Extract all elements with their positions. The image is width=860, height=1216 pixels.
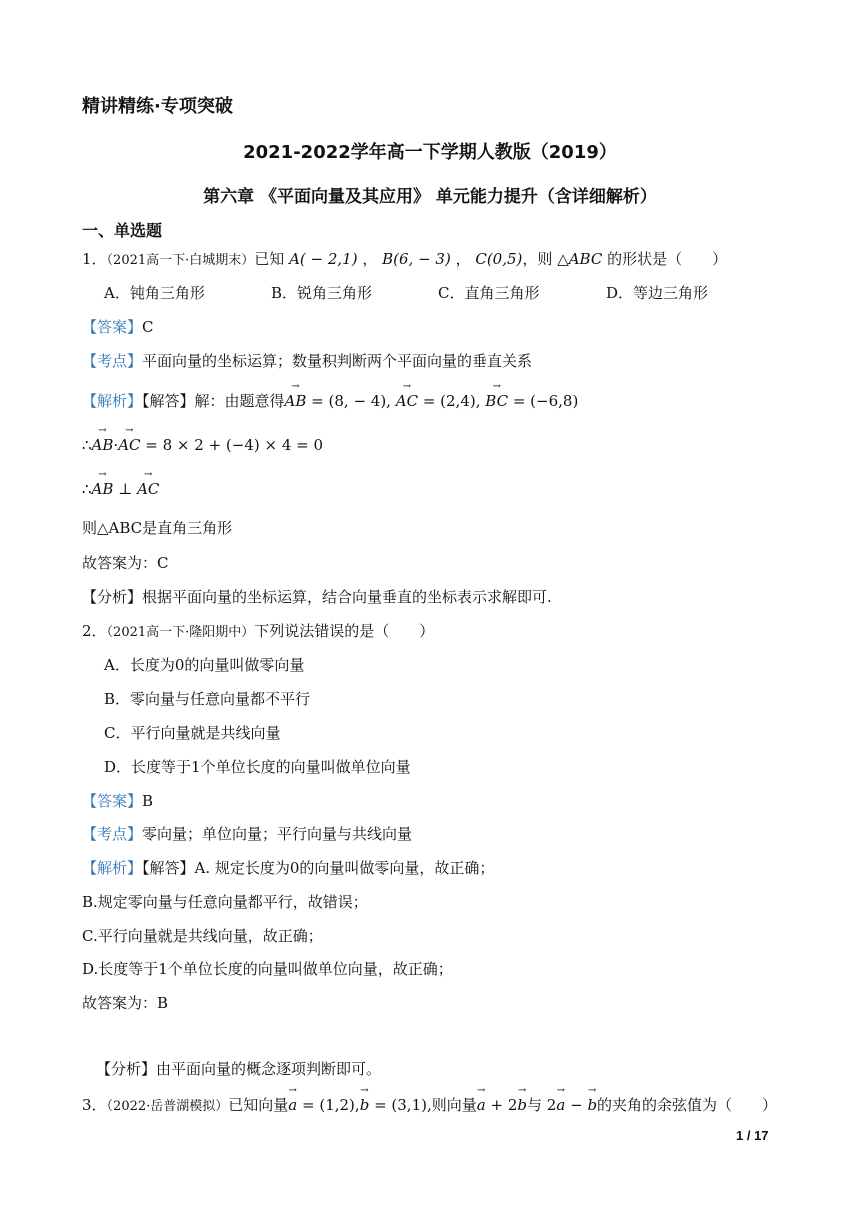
vector-a: → a bbox=[477, 1096, 486, 1114]
vector-a: → a bbox=[288, 1096, 297, 1114]
q2-source: （2021高一下·隆阳期中） bbox=[106, 625, 255, 640]
ab-value: = (8, − 4), bbox=[311, 392, 391, 410]
perp-symbol: ⊥ bbox=[118, 480, 133, 498]
answer-value: C bbox=[142, 318, 154, 336]
q2-option-c: C．平行向量就是共线向量 bbox=[104, 724, 281, 742]
dot-product-expr: = 8 × 2 + (−4) × 4 = 0 bbox=[145, 436, 324, 454]
q2-line-c: C.平行向量就是共线向量，故正确； bbox=[82, 927, 323, 945]
vector-b: → b bbox=[517, 1096, 527, 1114]
q1-number: 1． bbox=[82, 250, 107, 268]
q1-step3 bbox=[82, 480, 159, 498]
q2-final: 故答案为：B bbox=[82, 994, 169, 1012]
vector-b: → b bbox=[360, 1096, 370, 1114]
q1-option-c: C．直角三角形 bbox=[438, 284, 540, 302]
q1-source: （2021高一下·白城期末） bbox=[106, 253, 255, 268]
kaodian-tag: 【考点】 bbox=[82, 352, 143, 370]
q1-final: 故答案为：C bbox=[82, 554, 169, 572]
therefore-symbol: ∴ bbox=[82, 480, 92, 498]
vector-ab: → AB bbox=[285, 392, 307, 410]
q3-stem-lead: 已知向量 bbox=[228, 1096, 289, 1114]
q2-option-d: D．长度等于1个单位长度的向量叫做单位向量 bbox=[104, 758, 411, 776]
q2-stem-text: 下列说法错误的是（ ） bbox=[254, 622, 435, 640]
vector-ac: → AC bbox=[396, 392, 418, 410]
q3-diff-minus: − bbox=[570, 1096, 583, 1114]
q1-stem-lead: 已知 bbox=[254, 250, 285, 268]
jiexi-tag: 【解析】 bbox=[82, 392, 143, 410]
vector-bc: → BC bbox=[485, 392, 508, 410]
q3-a-value: = (1,2), bbox=[302, 1096, 360, 1114]
q2-answer bbox=[82, 790, 153, 811]
q1-conclusion: 则△ABC是直角三角形 bbox=[82, 519, 233, 537]
q1-point-a: A( − 2,1) bbox=[289, 250, 358, 268]
ac-value: = (2,4), bbox=[422, 392, 481, 410]
series-title: 精讲精练·专项突破 bbox=[82, 96, 233, 117]
therefore-symbol: ∴ bbox=[82, 436, 92, 454]
q2-line-d: D.长度等于1个单位长度的向量叫做单位向量，故正确； bbox=[82, 960, 453, 978]
vector-ab: → AB bbox=[92, 480, 114, 498]
q1-jiexi bbox=[82, 390, 578, 411]
q1-option-a: A．钝角三角形 bbox=[104, 284, 205, 302]
q1-stem: 1．（2021高一下·白城期末）已知 A( − 2,1) ， B(6, − 3) ， C(0,5)，则 △ABC 的形状是（ ） bbox=[82, 250, 728, 268]
q3-source: （2022·岳普湖模拟） bbox=[106, 1099, 229, 1114]
q2-analysis: 【分析】由平面向量的概念逐项判断即可。 bbox=[96, 1060, 382, 1078]
q1-answer bbox=[82, 316, 154, 337]
q2-number: 2． bbox=[82, 622, 107, 640]
q3-stem bbox=[82, 1094, 777, 1115]
vector-ab: → AB bbox=[92, 436, 114, 454]
q1-point-b: B(6, − 3) bbox=[382, 250, 451, 268]
q1-kaodian bbox=[82, 350, 532, 371]
kaodian-tag: 【考点】 bbox=[82, 825, 143, 843]
q2-option-a: A．长度为0的向量叫做零向量 bbox=[104, 656, 305, 674]
vector-b: → b bbox=[587, 1096, 597, 1114]
jieda-text: 【解答】A. 规定长度为0的向量叫做零向量，故正确； bbox=[142, 859, 495, 877]
answer-value: B bbox=[142, 792, 154, 810]
q1-stem-tail-1: ，则 bbox=[522, 250, 553, 268]
answer-tag: 【答案】 bbox=[82, 318, 143, 336]
q3-diff-coef: 2 bbox=[546, 1096, 557, 1114]
page-number: 1 / 17 bbox=[736, 1128, 769, 1143]
q1-point-c: C(0,5) bbox=[475, 250, 523, 268]
bc-value: = (−6,8) bbox=[512, 392, 579, 410]
q3-sum-expr: + 2 bbox=[490, 1096, 518, 1114]
q3-b-value: = (3,1), bbox=[374, 1096, 432, 1114]
q1-stem-tail-2: 的形状是（ ） bbox=[607, 250, 728, 268]
q3-yu: 与 bbox=[527, 1096, 543, 1114]
doc-title-line1: 2021-2022学年高一下学期人教版（2019） bbox=[243, 142, 617, 163]
q1-triangle: △ABC bbox=[557, 250, 603, 268]
q2-jiexi bbox=[82, 857, 494, 878]
jiexi-tag: 【解析】 bbox=[82, 859, 143, 877]
vector-ac: → AC bbox=[137, 480, 159, 498]
vector-ac: → AC bbox=[118, 436, 140, 454]
jieda-text: 【解答】解：由题意得 bbox=[142, 392, 285, 410]
answer-tag: 【答案】 bbox=[82, 792, 143, 810]
doc-title-line2: 第六章 《平面向量及其应用》 单元能力提升（含详细解析） bbox=[203, 187, 657, 207]
section-heading: 一、单选题 bbox=[82, 221, 163, 240]
q2-stem bbox=[82, 620, 434, 641]
q2-line-b: B.规定零向量与任意向量都平行，故错误； bbox=[82, 893, 368, 911]
q1-analysis: 【分析】根据平面向量的坐标运算，结合向量垂直的坐标表示求解即可. bbox=[82, 588, 552, 606]
q2-option-b: B．零向量与任意向量都不平行 bbox=[104, 690, 311, 708]
q3-number: 3． bbox=[82, 1096, 107, 1114]
kaodian-text: 平面向量的坐标运算；数量积判断两个平面向量的垂直关系 bbox=[142, 352, 533, 370]
kaodian-text: 零向量；单位向量；平行向量与共线向量 bbox=[142, 825, 413, 843]
q3-mid: 则向量 bbox=[431, 1096, 477, 1114]
q3-tail: 的夹角的余弦值为（ ） bbox=[597, 1096, 778, 1114]
q2-kaodian bbox=[82, 823, 412, 844]
vector-a: → a bbox=[556, 1096, 565, 1114]
q1-option-d: D．等边三角形 bbox=[606, 284, 709, 302]
q1-option-b: B．锐角三角形 bbox=[271, 284, 373, 302]
q1-step2: ∴→ AB·→ AC = 8 × 2 + (−4) × 4 = 0 bbox=[82, 436, 323, 454]
